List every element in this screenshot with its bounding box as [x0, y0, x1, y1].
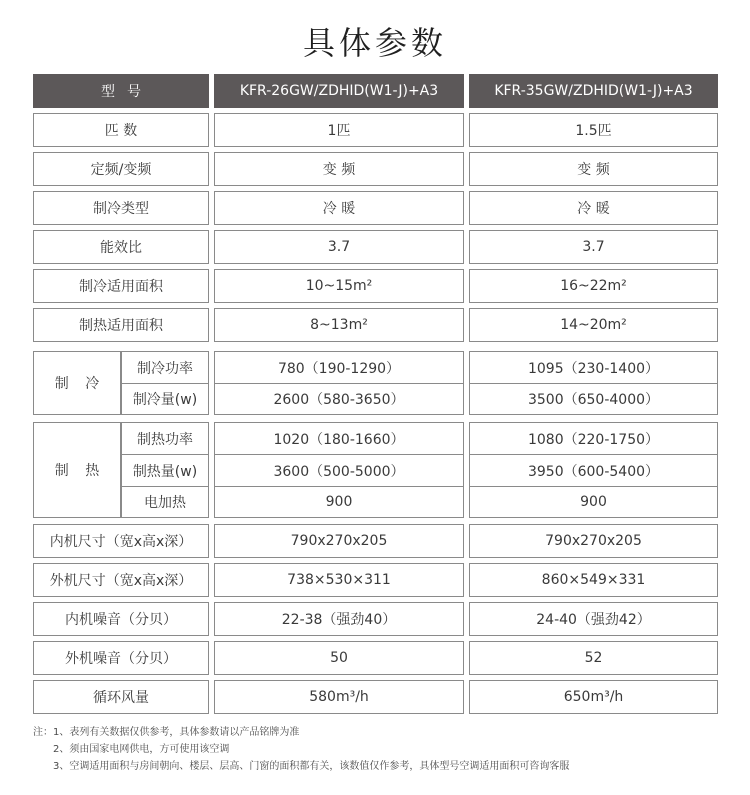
row-label-capacity: 匹 数 [33, 113, 209, 147]
header-model-1: KFR-26GW/ZDHID(W1-J)+A3 [214, 74, 464, 108]
value-electric-heating-1: 900 [214, 486, 464, 518]
group-label-heating: 制 热 [33, 422, 121, 518]
row-value-heat-area-1: 8~13m² [214, 308, 464, 342]
row-value-cool-type-1: 冷 暖 [214, 191, 464, 225]
row-value-capacity-1: 1匹 [214, 113, 464, 147]
row-label-cool-type: 制冷类型 [33, 191, 209, 225]
header-model-2: KFR-35GW/ZDHID(W1-J)+A3 [469, 74, 718, 108]
row-value-airflow-1: 580m³/h [214, 680, 464, 714]
row-label-heat-area: 制热适用面积 [33, 308, 209, 342]
row-value-outdoor-size-1: 738×530×311 [214, 563, 464, 597]
row-value-outdoor-noise-1: 50 [214, 641, 464, 675]
row-value-inverter-2: 变 频 [469, 152, 718, 186]
row-value-cool-type-2: 冷 暖 [469, 191, 718, 225]
footnote-2: 2、须由国家电网供电，方可使用该空调 [53, 744, 230, 755]
row-value-cool-area-2: 16~22m² [469, 269, 718, 303]
footnotes [33, 724, 569, 775]
row-label-indoor-size: 内机尺寸（宽x高x深） [33, 524, 209, 558]
row-value-airflow-2: 650m³/h [469, 680, 718, 714]
value-cooling-power-1: 780（190-1290） [214, 351, 464, 384]
footnote-1: 注：1、表列有关数据仅供参考，具体参数请以产品铭牌为准 [33, 727, 300, 738]
row-value-capacity-2: 1.5匹 [469, 113, 718, 147]
sub-label-electric-heating: 电加热 [121, 486, 209, 518]
row-value-outdoor-size-2: 860×549×331 [469, 563, 718, 597]
page-title: 具体参数 [302, 24, 447, 62]
value-cooling-amount-2: 3500（650-4000） [469, 383, 718, 415]
row-value-indoor-noise-2: 24-40（强劲42） [469, 602, 718, 636]
row-label-cool-area: 制冷适用面积 [33, 269, 209, 303]
value-cooling-power-2: 1095（230-1400） [469, 351, 718, 384]
row-label-outdoor-noise: 外机噪音（分贝） [33, 641, 209, 675]
row-label-efficiency: 能效比 [33, 230, 209, 264]
sub-label-heating-power: 制热功率 [121, 422, 209, 455]
row-value-efficiency-2: 3.7 [469, 230, 718, 264]
value-electric-heating-2: 900 [469, 486, 718, 518]
row-value-indoor-size-1: 790x270x205 [214, 524, 464, 558]
row-label-inverter: 定频/变频 [33, 152, 209, 186]
row-label-outdoor-size: 外机尺寸（宽x高x深） [33, 563, 209, 597]
value-heating-amount-2: 3950（600-5400） [469, 454, 718, 487]
sub-label-heating-amount: 制热量(w) [121, 454, 209, 487]
value-heating-power-1: 1020（180-1660） [214, 422, 464, 455]
row-value-inverter-1: 变 频 [214, 152, 464, 186]
row-label-airflow: 循环风量 [33, 680, 209, 714]
row-value-efficiency-1: 3.7 [214, 230, 464, 264]
row-value-indoor-size-2: 790x270x205 [469, 524, 718, 558]
value-cooling-amount-1: 2600（580-3650） [214, 383, 464, 415]
group-label-cooling: 制 冷 [33, 351, 121, 415]
footnote-3: 3、空调适用面积与房间朝向、楼层、层高、门窗的面积都有关，该数值仅作参考，具体型号空调适用面积可咨询客服 [53, 761, 570, 772]
row-value-heat-area-2: 14~20m² [469, 308, 718, 342]
header-model-label: 型号 [33, 74, 209, 108]
row-value-cool-area-1: 10~15m² [214, 269, 464, 303]
row-value-indoor-noise-1: 22-38（强劲40） [214, 602, 464, 636]
row-label-indoor-noise: 内机噪音（分贝） [33, 602, 209, 636]
value-heating-amount-1: 3600（500-5000） [214, 454, 464, 487]
value-heating-power-2: 1080（220-1750） [469, 422, 718, 455]
sub-label-cooling-amount: 制冷量(w) [121, 383, 209, 415]
row-value-outdoor-noise-2: 52 [469, 641, 718, 675]
sub-label-cooling-power: 制冷功率 [121, 351, 209, 384]
